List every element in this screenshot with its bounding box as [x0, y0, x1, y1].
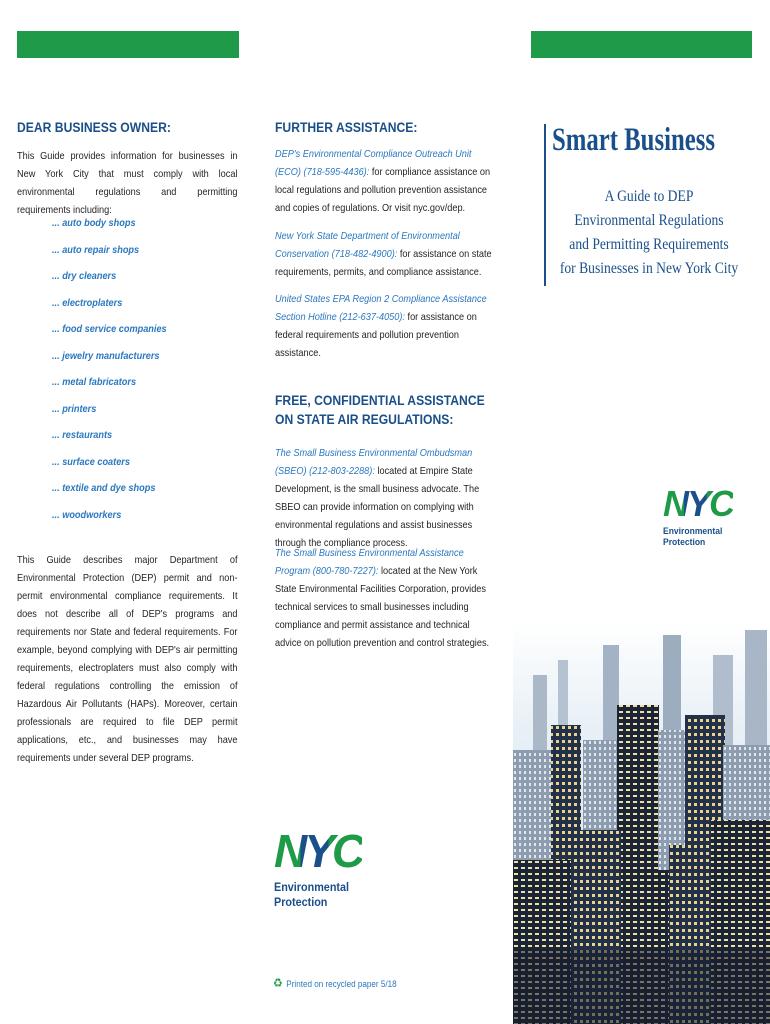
eco-contact-link: DEP's Environmental Compliance Outreach Unit (ECO) (718-595-4436): [275, 149, 472, 178]
sbeap-link: The Small Business Environmental Assistance Program (800-780-7227): [275, 548, 464, 577]
intro-paragraph: This Guide provides information for businesses in New York City that must comply with local environmental regulations and permitting requirements including: [17, 151, 238, 216]
sbeap-text: located at the New York State Environmental Facilities Corporation, provides technical services to small businesses including compliance and permit assistance and technical advice on pollution prevention and control strategies. [275, 566, 490, 649]
further-assistance-heading: FURTHER ASSISTANCE: [275, 120, 418, 135]
eco-contact-paragraph [275, 146, 494, 218]
eco-contact-text: for compliance assistance on local regulations and pollution prevention assistance and copies of regulations. Or visit nyc.gov/dep. [275, 167, 491, 214]
business-types-list [52, 215, 179, 533]
subtitle-line: Environmental Regulations [574, 212, 724, 229]
nyc-logo-letters: NYC [274, 825, 363, 877]
free-assistance-heading: FREE, CONFIDENTIAL ASSISTANCE ON STATE AIR REGULATIONS: [275, 393, 485, 427]
nyc-logo-wordmark [274, 825, 364, 877]
top-green-bar-right [531, 31, 752, 58]
top-green-bar-left [17, 31, 239, 58]
sbeo-paragraph [275, 445, 494, 553]
brochure-subtitle [541, 185, 757, 281]
city-skyline-photo [513, 620, 770, 1024]
list-item: ... auto repair shops [52, 244, 140, 256]
guide-description-paragraph: This Guide describes major Department of Environmental Protection (DEP) permit and non-permit environmental compliance requirements. It does not describe all of DEP's programs and requirements nor State and federal requirements. For example, beyond complying with DEP's air permitting requirements, electroplaters must also comply with federal regulations controlling the emission of Hazardous Air Pollutants (HAPs). Moreover, certain professionals are required to file DEP permit applications, etc., and businesses may have requirements under several DEP programs. [17, 555, 238, 764]
recycled-paper-note [273, 976, 397, 990]
subtitle-line: A Guide to DEP [604, 188, 694, 205]
brochure-title: Smart Business [552, 122, 715, 158]
list-item: ... restaurants [52, 430, 113, 441]
list-item: ... woodworkers [52, 509, 122, 521]
sbeo-link: The Small Business Environmental Ombudsman (SBEO) (212-803-2288): [275, 448, 473, 477]
subtitle-line: and Permitting Requirements [569, 236, 729, 253]
list-item: ... auto body shops [52, 218, 136, 229]
list-item: ... jewelry manufacturers [52, 350, 160, 362]
logo-environmental-text: Environmental [663, 526, 723, 537]
nys-dec-paragraph [275, 228, 494, 282]
city-skyline-illustration [513, 620, 770, 1024]
epa-paragraph [275, 291, 494, 363]
recycle-note-text: Printed on recycled paper 5/18 [286, 979, 397, 989]
logo-protection-text: Protection [663, 537, 706, 548]
list-item: ... surface coaters [52, 456, 130, 468]
nyc-environmental-protection-logo-small [663, 483, 743, 556]
logo-protection-text: Protection [274, 895, 328, 909]
recycle-icon: ♻ [273, 976, 283, 990]
epa-text: for assistance on federal requirements and pollution prevention assistance. [275, 312, 477, 359]
nyc-environmental-protection-logo [274, 825, 364, 922]
sbeo-text: located at Empire State Development, is the small business advocate. The SBEO can provide information on complying with environmental regulations and assist businesses through the compliance process. [275, 466, 480, 549]
epa-link: United States EPA Region 2 Compliance Assistance Section Hotline (212-637-4050): [275, 294, 487, 323]
nys-dec-text: for assistance on state requirements, permits, and compliance assistance. [275, 249, 492, 278]
sbeap-paragraph [275, 545, 494, 653]
nys-dec-link: New York State Department of Environmental Conservation (718-482-4900): [275, 231, 460, 260]
list-item: ... electroplaters [52, 297, 123, 309]
dear-business-owner-heading: DEAR BUSINESS OWNER: [17, 120, 171, 135]
list-item: ... textile and dye shops [52, 483, 156, 494]
list-item: ... dry cleaners [52, 271, 117, 282]
list-item: ... food service companies [52, 324, 167, 335]
nyc-logo-wordmark [663, 483, 743, 524]
list-item: ... metal fabricators [52, 377, 137, 388]
logo-environmental-text: Environmental [274, 880, 350, 894]
nyc-logo-letters: NYC [663, 483, 734, 524]
list-item: ... printers [52, 403, 97, 415]
subtitle-line: for Businesses in New York City [559, 260, 739, 277]
